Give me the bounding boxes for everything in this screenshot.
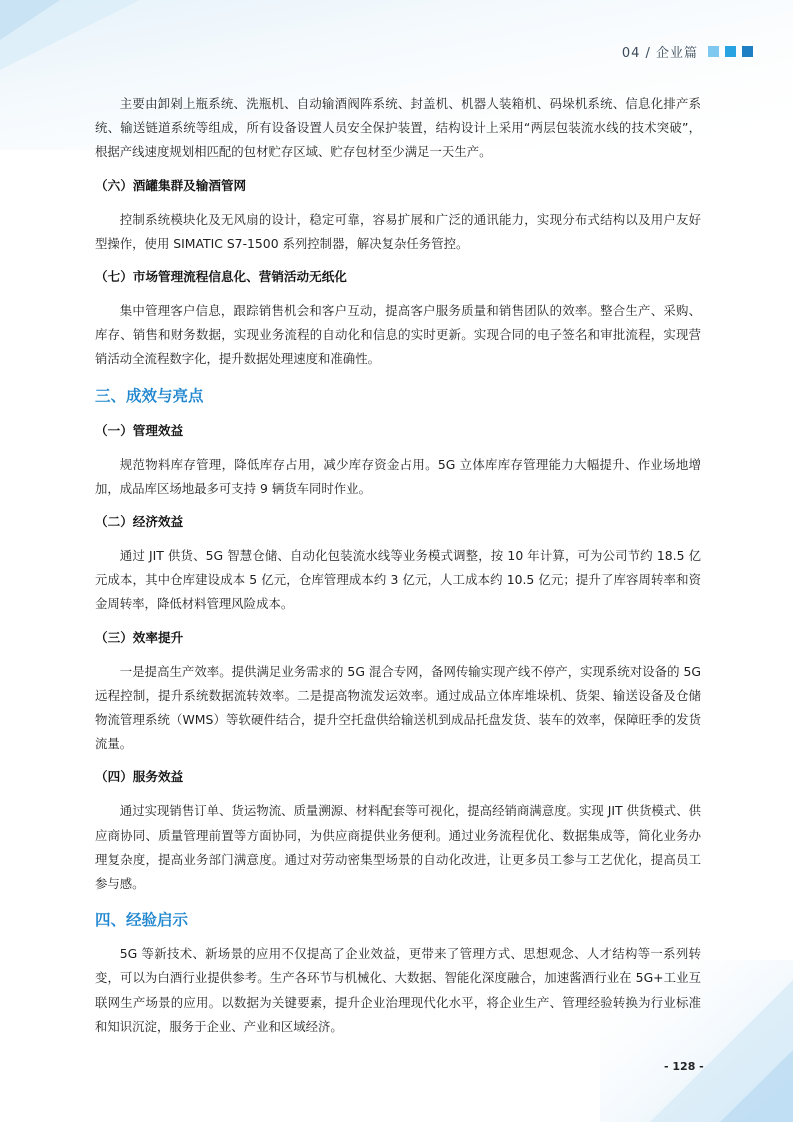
subheading: （一）管理效益 [95, 422, 184, 438]
subheading: （二）经济效益 [95, 514, 184, 530]
page-header [622, 42, 753, 60]
page-number: - 128 - [664, 1060, 704, 1073]
subheading: （七）市场管理流程信息化、营销活动无纸化 [95, 269, 347, 285]
paragraph: 集中管理客户信息，跟踪销售机会和客户互动，提高客户服务质量和销售团队的效率。整合生产、采购、库存、销售和财务数据，实现业务流程的自动化和信息的实时更新。实现合同的电子签名和审批流程，实现营销活动全流程数字化，提升数据处理速度和准确性。 [95, 303, 701, 367]
paragraph: 规范物料库存管理，降低库存占用，减少库存资金占用。5G 立体库库存管理能力大幅提升、作业场地增加，成品库区场地最多可支持 9 辆货车同时作业。 [95, 456, 701, 496]
paragraph: 一是提高生产效率。提供满足业务需求的 5G 混合专网，备网传输实现产线不停产，实现系统对设备的 5G 远程控制，提升系统数据流转效率。二是提高物流发运效率。通过成品立体库堆垛机、货架、输送设备及仓储物流管理系统（WMS）等软硬件结合，提升空托盘供给输送机到成品托盘发货、装车的效率，保障旺季的发货流量。 [95, 663, 701, 752]
paragraph: 控制系统模块化及无风扇的设计，稳定可靠，容易扩展和广泛的通讯能力，实现分布式结构以及用户友好型操作，使用 SIMATIC S7-1500 系列控制器，解决复杂任务管控。 [95, 211, 701, 251]
section-heading: 四、经验启示 [95, 911, 189, 930]
section-heading: 三、成效与亮点 [95, 386, 204, 405]
chapter-label: 04 / 企业篇 [621, 45, 698, 61]
subheading: （六）酒罐集群及输酒管网 [95, 177, 247, 193]
paragraph: 通过 JIT 供货、5G 智慧仓储、自动化包装流水线等业务模式调整，按 10 年计算，可为公司节约 18.5 亿元成本，其中仓库建设成本 5 亿元，仓库管理成本约 3 亿元，人工成本约 10.5 亿元；提升了库容周转率和资金周转率，降低材料管理风险成本。 [95, 548, 701, 612]
square-icon [725, 46, 736, 57]
paragraph: 通过实现销售订单、货运物流、质量溯源、材料配套等可视化，提高经销商满意度。实现 JIT 供货模式、供应商协同、质量管理前置等方面协同，为供应商提供业务便利。通过业务流程优化、数据集成等，简化业务办理复杂度，提高业务部门满意度。通过对劳动密集型场景的自动化改进，让更多员工参与工艺优化，提高员工参与感。 [95, 803, 701, 892]
paragraph: 5G 等新技术、新场景的应用不仅提高了企业效益，更带来了管理方式、思想观念、人才结构等一系列转变，可以为白酒行业提供参考。生产各环节与机械化、大数据、智能化深度融合，加速酱酒行业在 5G+工业互联网生产场景的应用。以数据为关键要素，提升企业治理现代化水平，将企业生产、管理经验转换为行业标准和知识沉淀，服务于企业、产业和区域经济。 [95, 946, 701, 1034]
square-icon [708, 46, 719, 57]
subheading: （三）效率提升 [95, 629, 184, 645]
page-body [95, 92, 701, 1039]
subheading: （四）服务效益 [95, 769, 184, 785]
paragraph: 主要由卸剁上瓶系统、洗瓶机、自动输酒阀阵系统、封盖机、机器人装箱机、码垛机系统、信息化排产系统、输送链道系统等组成，所有设备设置人员安全保护装置，结构设计上采用“两层包装流水线的技术突破”，根据产线速度规划相匹配的包材贮存区域、贮存包材至少满足一天生产。 [95, 96, 701, 160]
square-icon [742, 46, 753, 57]
